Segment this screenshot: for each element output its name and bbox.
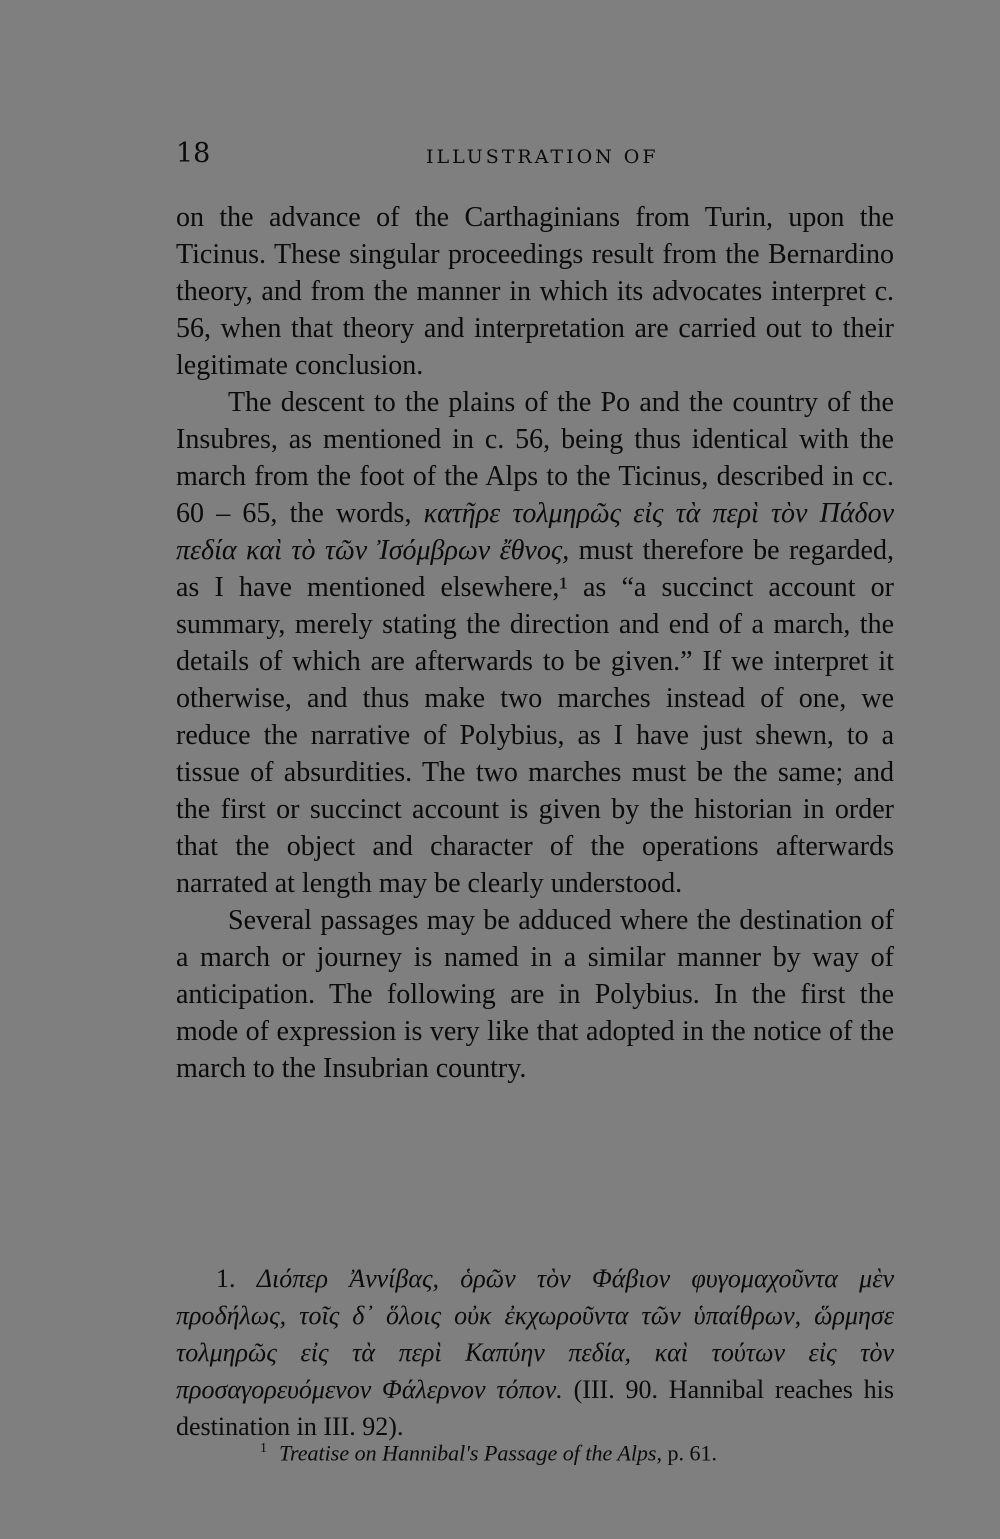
footnote-marker: 1 [260, 1441, 267, 1456]
running-head: ILLUSTRATION OF [426, 146, 659, 168]
greek-quotation: κατῆρε τολμηρῶς εἰς τὰ περὶ τὸν Πάδον πεδία καὶ τὸ τῶν Ἰσόμβρων ἔθνος, [176, 498, 894, 566]
passage-citation: (III. 90. Hannibal reaches his destination in III. 92). [176, 1375, 895, 1441]
page-header [176, 138, 894, 178]
page-number: 18 [176, 138, 211, 169]
body-text [176, 199, 894, 1087]
paragraph-3 [176, 902, 894, 1087]
passage-number: 1. [216, 1264, 236, 1293]
paragraph-2-text-after: must therefore be regarded, as I have mentioned elsewhere,¹ as “a succinct account or summary, merely stating the direction and end of a march, the details of which are afterwards to be given.” If we interpret it otherwise, and thus make two marches instead of one, we reduce the narrative of Polybius, as I have just shewn, to a tissue of absurdities. The two marches must be the same; and the first or succinct account is given by the historian in order that the object and character of the operations afterwards narrated at length may be clearly understood. [176, 535, 894, 899]
footnote [260, 1434, 894, 1468]
footnote-page: p. 61. [667, 1440, 717, 1466]
footnote-title: Treatise on Hannibal's Passage of the Alps, [279, 1440, 662, 1466]
greek-passage [176, 1260, 894, 1445]
paragraph-2-text-before: The descent to the plains of the Po and the country of the Insubres, as mentioned in c. 56, being thus identical with the march from the foot of the Alps to the Ticinus, described in cc. 60 – 65, the words, [176, 387, 894, 529]
paragraph-3-text: Several passages may be adduced where the destination of a march or journey is named in a similar manner by way of anticipation. The following are in Polybius. In the first the mode of expression is very like that adopted in the notice of the march to the Insubrian country. [176, 905, 894, 1084]
greek-passage-text: Διόπερ Ἀννίβας, ὁρῶν τὸν Φάβιον φυγομαχοῦντα μὲν προδήλως, τοῖς δ᾽ ὅλοις οὐκ ἐκχωροῦντα τῶν ὑπαίθρων, ὥρμησε τολμηρῶς εἰς τὰ περὶ Καπύην πεδία, καὶ τούτων εἰς τὸν προσαγορευόμενον Φάλερνον τόπον. [176, 1264, 894, 1404]
greek-passage-block [176, 1260, 894, 1445]
paragraph-2 [176, 384, 894, 902]
paragraph-1 [176, 199, 894, 384]
paragraph-1-text: on the advance of the Carthaginians from Turin, upon the Ticinus. These singular proceedings result from the Bernardino theory, and from the manner in which its advocates interpret c. 56, when that theory and interpretation are carried out to their legitimate conclusion. [176, 202, 894, 381]
